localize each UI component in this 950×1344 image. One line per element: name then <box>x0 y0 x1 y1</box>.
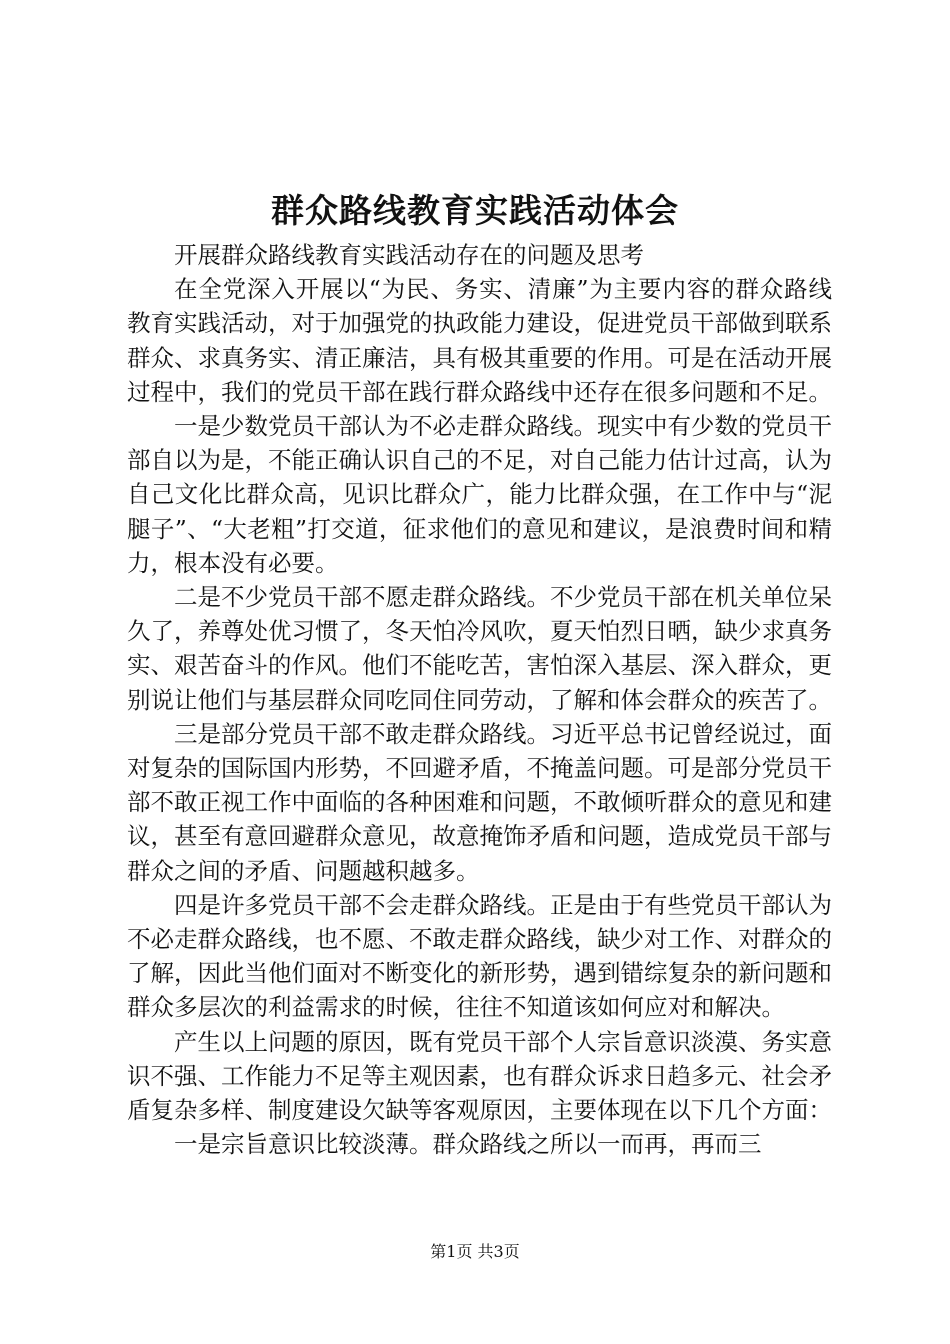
cause-one-paragraph: 一是宗旨意识比较淡薄。群众路线之所以一而再，再而三 <box>174 1130 762 1159</box>
document-body <box>127 238 832 1161</box>
problem-two-paragraph: 二是不少党员干部不愿走群众路线。不少党员干部在机关单位呆久了，养尊处优习惯了，冬天怕冷风吹，夏天怕烈日晒，缺少求真务实、艰苦奋斗的作风。他们不能吃苦，害怕深入基层、深入群众，更别说让他们与基层群众同吃同住同劳动，了解和体会群众的疾苦了。 <box>127 583 832 714</box>
problem-one-paragraph: 一是少数党员干部认为不必走群众路线。现实中有少数的党员干部自以为是，不能正确认识自己的不足，对自己能力估计过高，认为自己文化比群众高，见识比群众广，能力比群众强，在工作中与“泥腿子”、“大老粗”打交道，征求他们的意见和建议，是浪费时间和精力，根本没有必要。 <box>127 412 832 577</box>
subtitle-paragraph: 开展群众路线教育实践活动存在的问题及思考 <box>174 241 644 269</box>
intro-paragraph: 在全党深入开展以“为民、务实、清廉”为主要内容的群众路线教育实践活动，对于加强党的执政能力建设，促进党员干部做到联系群众、求真务实、清正廉洁，具有极其重要的作用。可是在活动开展过程中，我们的党员干部在践行群众路线中还存在很多问题和不足。 <box>127 275 832 406</box>
problem-four-paragraph: 四是许多党员干部不会走群众路线。正是由于有些党员干部认为不必走群众路线，也不愿、不敢走群众路线，缺少对工作、对群众的了解，因此当他们面对不断变化的新形势，遇到错综复杂的新问题和群众多层次的利益需求的时候，往往不知道该如何应对和解决。 <box>127 890 832 1022</box>
page-footer: 第1页 共3页 <box>430 1242 520 1261</box>
document-title: 群众路线教育实践活动体会 <box>271 191 679 230</box>
causes-paragraph: 产生以上问题的原因，既有党员干部个人宗旨意识淡漠、务实意识不强、工作能力不足等主观因素，也有群众诉求日趋多元、社会矛盾复杂多样、制度建设欠缺等客观原因，主要体现在以下几个方面： <box>127 1027 832 1125</box>
problem-three-paragraph: 三是部分党员干部不敢走群众路线。习近平总书记曾经说过，面对复杂的国际国内形势，不回避矛盾，不掩盖问题。可是部分党员干部不敢正视工作中面临的各种困难和问题，不敢倾听群众的意见和建议，甚至有意回避群众意见，故意掩饰矛盾和问题，造成党员干部与群众之间的矛盾、问题越积越多。 <box>127 719 832 885</box>
